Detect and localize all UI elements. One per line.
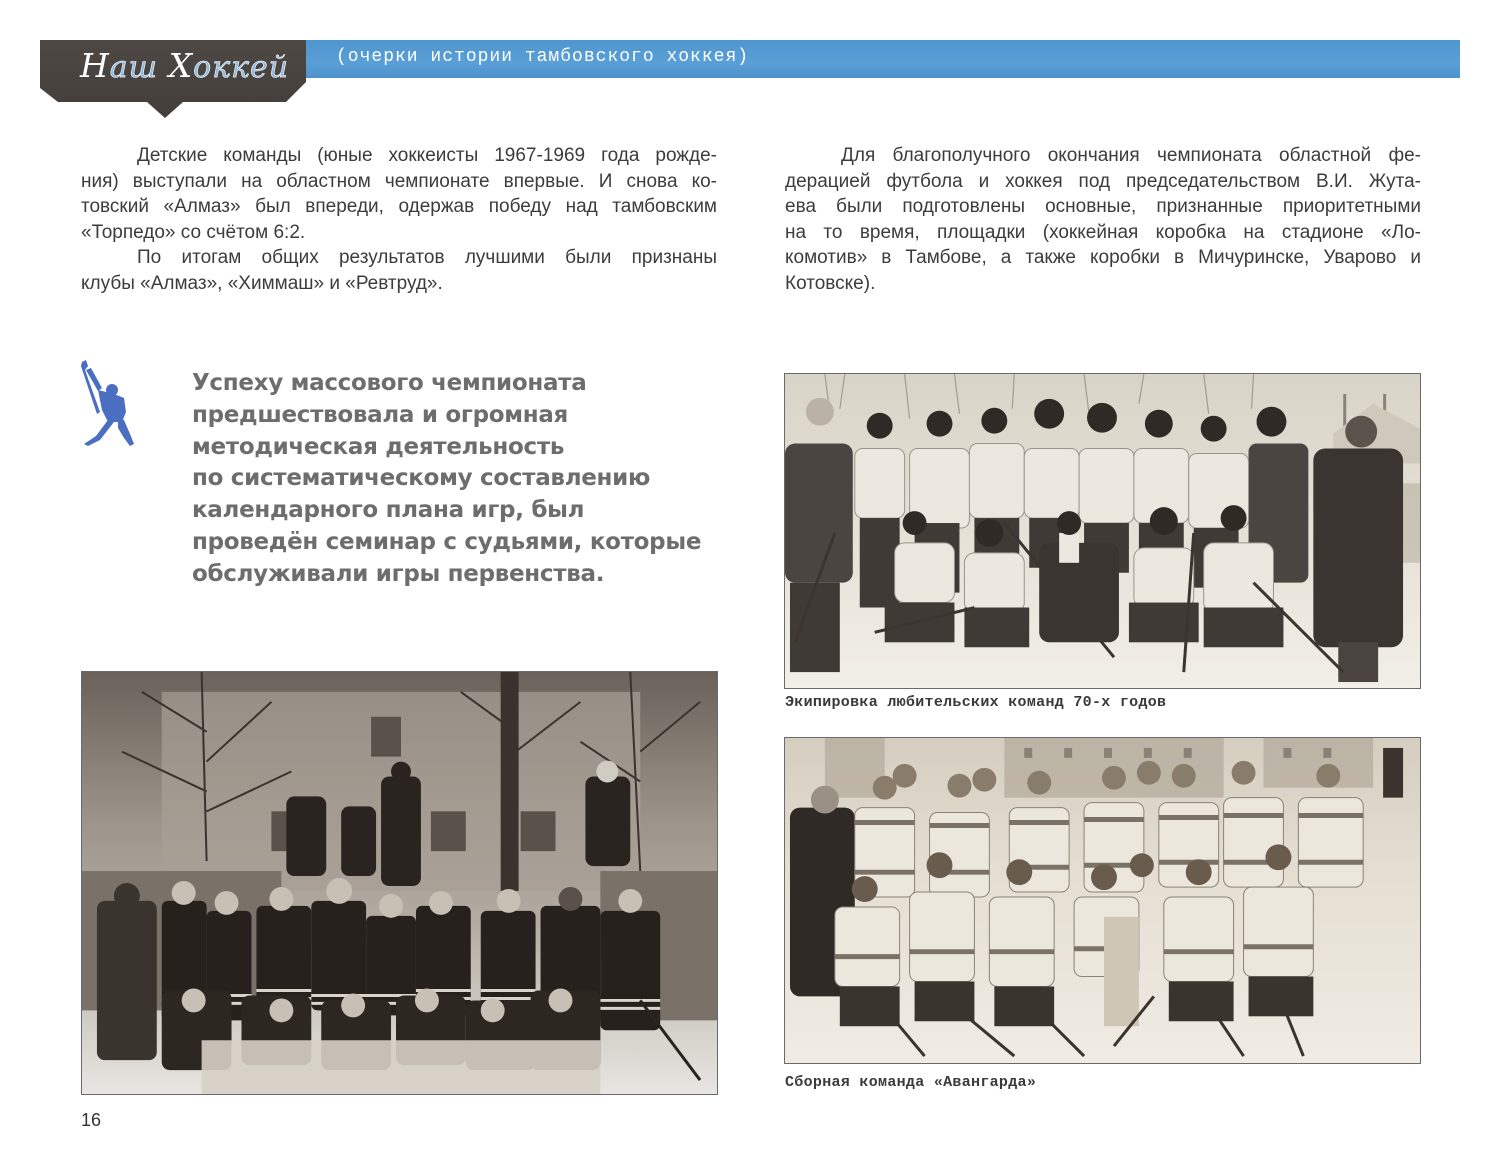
text-line: Для благополучного окончания чемпионата областной фе- [841,145,1421,166]
quote-line: обслуживали игры первенства. [192,560,605,587]
text-line: ния) выступали на областном чемпионате впервые. И снова ко- [81,170,717,192]
book-title: Наш Хоккей [80,46,290,85]
photo-team-outdoor-rink [81,671,718,1095]
photo-caption: Экипировка любительских команд 70-х годов [785,694,1167,711]
text-line: товский «Алмаз» был впереди, одержав победу над тамбовским [81,196,717,218]
text-line: По итогам общих результатов лучшими были признаны [137,247,717,269]
photo-amateur-teams-70s [784,373,1421,689]
text-line: дерацией футбола и хоккея под председательством В.И. Жута- [785,170,1421,192]
text-line: клубы «Алмаз», «Химмаш» и «Ревтруд». [81,272,443,294]
header-subtitle: (очерки истории тамбовского хоккея) [336,47,750,67]
quote-line: проведён семинар с судьями, которые [192,528,702,555]
text-line: Котовске). [785,272,876,294]
text-line: «Торпедо» со счётом 6:2. [81,221,306,243]
left-column-text [81,143,717,297]
photo-caption: Сборная команда «Авангарда» [785,1074,1037,1091]
text-line: на то время, площадки (хоккейная коробка на стадионе «Ло- [785,221,1421,243]
quote-line: методическая деятельность [192,433,565,460]
text-line: Детские команды (юные хоккеисты 1967-1969 года рожде- [137,145,717,166]
page-number: 16 [81,1110,102,1130]
hockey-player-icon [78,360,140,448]
quote-line: по систематическому составлению [192,465,651,492]
text-line: комотив» в Тамбове, а также коробки в Мичуринске, Уварово и [785,247,1421,269]
quote-line: предшествовала и огромная [192,401,569,428]
pull-quote [192,368,712,591]
quote-line: Успеху массового чемпионата [192,370,587,396]
text-line: ева были подготовлены основные, признанные приоритетными [785,196,1421,218]
right-column-text [785,143,1421,297]
quote-line: календарного плана игр, был [192,497,585,524]
photo-avangard-team [784,737,1421,1064]
